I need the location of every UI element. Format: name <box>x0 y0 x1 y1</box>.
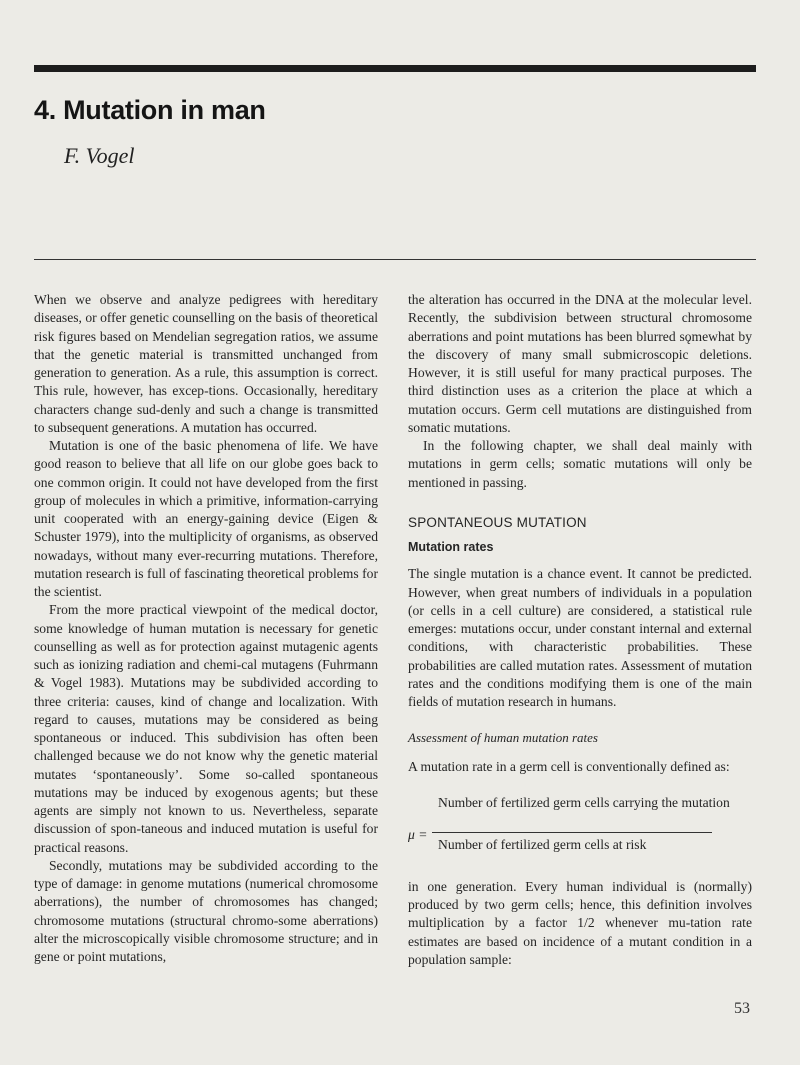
subheading: Mutation rates <box>408 540 494 554</box>
chapter-title: 4. Mutation in man <box>34 95 266 125</box>
right-column <box>408 291 752 969</box>
paragraph: Secondly, mutations may be subdivided according to the type of damage: in genome mutations (numerical chromosome aberrations), the number of chromosomes has changed; chromosome mutations (structural chromo-some aberrations) alter the microscopically visible chromosome structure; and in gene or point mutations, <box>34 857 378 964</box>
paragraph: Mutation is one of the basic phenomena of life. We have good reason to believe that all life on our globe goes back to one common origin. It could not have developed from the first group of molecules in which a primitive, information-carrying unit cooperated with an energy-gaining device (Eigen & Schuster 1979), into the multiplicity of organisms, as observed nowadays, without many ever-recurring mutations. Therefore, mutation research is full of fascinating theoretical problems for the scientist. <box>34 438 378 599</box>
formula-denominator: Number of fertilized germ cells at risk <box>438 836 647 852</box>
paragraph: When we observe and analyze pedigrees with hereditary diseases, or offer genetic counselling on the basis of theoretical risk figures based on Mendelian segregation ratios, we assume that the genetic material is transmitted unchanged from generation to generation. As a rule, this assumption is correct. This rule, however, has excep-tions. Occasionally, hereditary characters change sud-denly and such a change is transmitted to subsequent generations. A mutation has occurred. <box>34 292 379 435</box>
paragraph: From the more practical viewpoint of the medical doctor, some knowledge of human mutation is necessary for genetic counselling as well as for protection against mutagenic agents such as ionizing radiation and chemi-cal mutagens (Fuhrmann & Vogel 1983). Mutations may be subdivided according to three criteria: causes, kind of change and localization. With regard to causes, mutations may be considered as being spontaneous or induced. This subdivision has often been challenged because we do not know why the genetic material mutates ‘spontaneously’. Some so-called spontaneous mutations may be induced by exogenous agents; but these agents are simply not known to us. Nevertheless, separate discussion of spon-taneous and induced mutation is useful for practical reasons. <box>34 602 378 855</box>
divider-rule <box>34 259 756 260</box>
left-column <box>34 291 378 966</box>
paragraph: in one generation. Every human individual is (normally) produced by two germ cells; hence, this definition involves multiplication by a factor 1/2 whenever mu-tation rate estimates are based on incidence of a mutant condition in a population sample: <box>408 878 752 967</box>
author-name: F. Vogel <box>64 143 135 168</box>
paragraph: the alteration has occurred in the DNA at the molecular level. Recently, the subdivision between structural chromosome aberrations and point mutations has been blurred sǫmewhat by the discovery of many small submicroscopic deletions. However, it is still useful for many practical purposes. The third distinction uses as a criterion the place at which a mutation occurs. Germ cell mutations are distinguished from somatic mutations. <box>408 292 752 435</box>
section-heading: SPONTANEOUS MUTATION <box>408 514 587 530</box>
page-number: 53 <box>734 1000 750 1017</box>
italic-heading: Assessment of human mutation rates <box>408 730 598 746</box>
formula-numerator: Number of fertilized germ cells carrying the mutation <box>438 794 730 810</box>
paragraph: In the following chapter, we shall deal mainly with mutations in germ cells; somatic mutations will only be mentioned in passing. <box>408 438 752 490</box>
mutation-rate-formula <box>408 794 752 858</box>
paragraph: The single mutation is a chance event. It cannot be predicted. However, when great numbers of individuals in a population (or cells in a cell culture) are considered, a statistical rule emerges: mutations occur, under constant internal and external conditions, with characteristic probabilities. These probabilities are called mutation rates. Assessment of mutation rates and the conditions modifying them is one of the main fields of mutation research in humans. <box>408 566 752 709</box>
paragraph: A mutation rate in a germ cell is conventionally defined as: <box>408 758 730 774</box>
top-rule <box>34 65 756 72</box>
fraction-line <box>432 832 712 833</box>
formula-symbol: μ = <box>408 826 428 842</box>
